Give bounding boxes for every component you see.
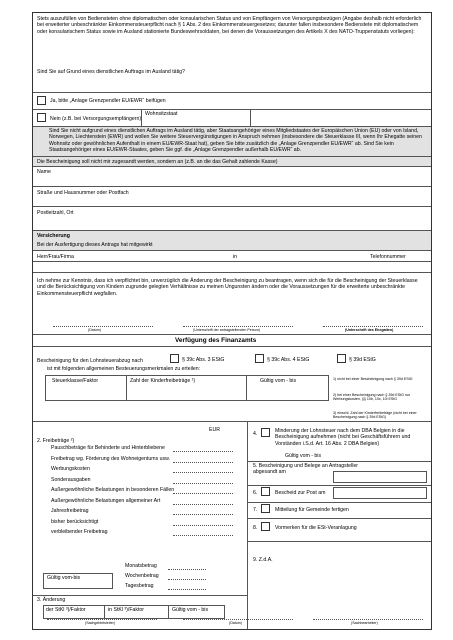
checkbox-bescheid[interactable] <box>261 487 270 496</box>
footnote-3: 3) einschl. Zahl der Kinderfreibeträge (nicht bei einer Bescheinigung nach § 39d EStG) <box>333 411 417 420</box>
declaration-section <box>33 273 431 335</box>
mitgewirkt-text: Bei der Ausfertigung dieses Antrags hat mitgewirkt <box>37 242 153 248</box>
helper-line[interactable] <box>33 261 431 262</box>
residence-section <box>33 13 431 93</box>
date-caption: (Datum) <box>88 328 101 332</box>
name-label: Name <box>37 169 51 175</box>
date-line[interactable] <box>53 326 153 327</box>
name-field[interactable] <box>33 167 431 187</box>
divider <box>247 421 248 629</box>
monthly-field[interactable] <box>168 569 206 570</box>
dba-belgien-text: Minderung der Lohnsteuer nach dem DBA Belgien in die Bescheinigung aufnehmen (nicht bei Geschäftsführern und Vorständen i.S.d. Art. 16 Abs. 2 DBA Belgien) <box>275 428 411 447</box>
item-5-date-field[interactable] <box>333 471 427 483</box>
question-ausland: Sind Sie auf Grund eines dienstlichen Auftrags im Ausland tätig? <box>37 69 185 75</box>
applicant-caption: (Unterschrift der antragstellenden Person) <box>193 328 260 332</box>
option-nein-label: Nein (z.B. bei Versorgungsempfängern) <box>50 116 142 122</box>
footnote-2: 2) bei einer Bescheinigung nach § 39d EStG nur Werbungskosten, §§ 10b, 10c, 10i EStG <box>333 393 411 402</box>
change-valid-label: Gültig vom - bis <box>172 607 209 613</box>
checkbox-ja[interactable] <box>37 96 46 105</box>
eur-label: EUR <box>209 427 220 433</box>
allowance-item-label: Werbungskosten <box>51 466 90 472</box>
allowance-item-field[interactable] <box>173 535 233 536</box>
divider <box>104 606 105 618</box>
checkbox-39d[interactable] <box>337 354 346 363</box>
weekly-field[interactable] <box>168 579 206 580</box>
item-9-text: 9. Z.d.A. <box>253 557 273 563</box>
divider <box>33 346 431 347</box>
divider <box>168 606 169 618</box>
item-5-text: 5. Bescheinigung und Belege an Antragsteller abgesandt am <box>253 463 358 476</box>
supervisor-caption: (Sachgebietsleiter) <box>85 621 115 625</box>
footer-date-caption: (Datum) <box>229 621 242 625</box>
allowance-item-label: verbleibender Freibetrag <box>51 529 108 535</box>
clerk-caption: (Sachbearbeiter) <box>351 621 378 625</box>
para-39c4-label: § 39c Abs. 4 EStG <box>267 357 310 363</box>
item-7-text: Mitteilung für Gemeinde fertigen <box>275 507 349 513</box>
tax-office-section <box>33 335 431 629</box>
divider <box>247 461 431 462</box>
col-valid: Gültig vom - bis <box>260 378 297 384</box>
divider <box>247 502 431 503</box>
allowance-item-label: bisher berücksichtigt <box>51 518 99 525</box>
monthly-label: Monatsbetrag <box>125 563 157 569</box>
spouse-sig-line[interactable] <box>323 326 423 327</box>
item-8-number: 8. <box>253 525 258 531</box>
change-title: 3. Änderung <box>37 597 66 603</box>
intro-text: Stets auszufüllen von Bediensteten ohne diplomatischen oder konsularischen Status und von Empfängern von Versorgungsbezügen (Angabe deshalb nicht erforderlich bei erweiterter unbeschränkter Einkommensteuerpflicht nach § 1 Abs. 2 des Einkommensteuergesetzes; darunter fallen insbesondere Bedienstete mit diplomatischem oder konsularischem Status sowie im Ausland stationierte Bundeswehrsoldaten, bei denen die Voraussetzungen des Artikels X des NATO-Truppenstatuts vorliegen): <box>37 16 422 35</box>
allowance-item-label: Außergewöhnliche Belastungen in besonderen Fällen <box>51 487 175 493</box>
checkbox-39c3[interactable] <box>170 354 179 363</box>
para-39d-label: § 39d EStG <box>349 357 376 363</box>
allowances-title: 2. Freibeträge ²) <box>37 438 75 444</box>
clerk-sig-line[interactable] <box>313 619 423 620</box>
street-label: Straße und Hausnummer oder Postfach <box>37 190 129 196</box>
form-page <box>32 12 432 630</box>
recipient-header <box>33 157 431 167</box>
versicherung-header <box>33 231 431 251</box>
item-6-date-field[interactable] <box>333 487 427 499</box>
divider <box>247 541 431 542</box>
option-ja-label: Ja, bitte „Anlage Grenzpendler EU/EWR“ beifügen <box>50 98 166 104</box>
allowance-item-label: Sonderausgaben <box>51 476 91 483</box>
divider <box>247 485 431 486</box>
declaration-text: Ich nehme zur Kenntnis, dass ich verpflichtet bin, unverzüglich die Änderung der Bescheinigung zu beantragen, wenn sich die für die Bescheinigung der Steuerklasse und die Berücksichtigung von Kindern zugrunde gelegten Verhältnisse zu meinen Ungunsten ändern oder die Voraussetzungen für die erweiterte unbeschränkte Einkommensteuerpflicht wegfallen. <box>37 278 418 297</box>
recipient-header-text: Die Bescheinigung soll nicht mir zugesandt werden, sondern an (z.B. an die das Gehalt zahlende Kasse) <box>37 159 278 165</box>
eu-info-text: Sind Sie nicht aufgrund eines dienstlichen Auftrags im Ausland tätig, aber Staatsangehöriger eines Mitgliedstaates der Europäischen Union (EU) oder von Island, Norwegen, Liechtenstein (EWR) und wollen Sie weitere Steuervergünstigungen in Anspruch nehmen (insbesondere die Steuerklasse III, wenn Ihr Ehegatte seinen Wohnsitz oder gewöhnlichen Aufenthalt in einem EU/EWR-Staat hat), geben Sie bitte zusätzlich die „Anlage Grenzpendler EU/EWR“ ab. Sind Sie kein Staatsangehöriger eines EU/EWR-Staates, geben Sie ggf. die „Anlage Grenzpendler außerhalb EU/EWR“ ab. <box>49 128 422 153</box>
in-label: in <box>233 254 238 260</box>
change-to-label: in StKl ³)/Faktor <box>108 607 145 613</box>
versicherung-title: Versicherung <box>37 233 70 239</box>
helper-section <box>33 251 431 273</box>
allowance-item-field[interactable] <box>173 493 233 494</box>
wohnsitzstaat-field[interactable] <box>141 109 251 127</box>
para-39c3-label: § 39c Abs. 3 EStG <box>182 357 225 363</box>
divider <box>246 376 247 400</box>
tax-class-table[interactable] <box>45 375 329 401</box>
city-label: Postleitzahl, Ort <box>37 210 74 216</box>
checkbox-nein[interactable] <box>37 113 46 122</box>
tax-office-title: Verfügung des Finanzamts <box>175 337 257 344</box>
allowance-item-field[interactable] <box>173 525 233 526</box>
daily-label: Tagesbetrag <box>125 583 154 589</box>
item-6-number: 6. <box>253 490 258 496</box>
allowance-item-field[interactable] <box>173 451 233 452</box>
herr-frau-label: Herr/Frau/Firma <box>37 254 74 260</box>
footer-date-line[interactable] <box>183 619 293 620</box>
spouse-caption: (Unterschrift des Ehegatten) <box>345 328 394 332</box>
dba-valid-label: Gültig vom - bis <box>285 453 322 459</box>
daily-field[interactable] <box>168 589 206 590</box>
valid-period-field[interactable] <box>43 573 113 589</box>
change-from-label: der StKl ³)/Faktor <box>46 607 86 613</box>
divider <box>247 518 431 519</box>
allowance-item-field[interactable] <box>173 514 233 515</box>
weekly-label: Wochenbetrag <box>125 573 159 579</box>
checkbox-gemeinde[interactable] <box>261 504 270 513</box>
supervisor-sig-line[interactable] <box>47 619 157 620</box>
change-table[interactable] <box>43 605 225 619</box>
wohnsitzstaat-label: Wohnsitzstaat <box>145 111 178 117</box>
allowance-item-label: Freibetrag wg. Förderung des Wohneigentums usw. <box>51 455 170 462</box>
telefon-label: Telefonnummer <box>370 254 406 260</box>
allowance-item-label: Außergewöhnliche Belastungen allgemeiner Art <box>51 497 161 504</box>
item-7-number: 7. <box>253 507 258 513</box>
divider <box>33 595 247 596</box>
yes-no-section <box>33 93 431 127</box>
divider <box>126 376 127 400</box>
checkbox-est-veranlagung[interactable] <box>261 522 270 531</box>
item-1b-text: ist mit folgenden allgemeinen Besteuerungsmerkmalen zu erteilen: <box>47 366 201 372</box>
street-field[interactable] <box>33 187 431 207</box>
allowance-item-field[interactable] <box>173 504 233 505</box>
allowance-item-field[interactable] <box>173 483 233 484</box>
allowance-item-field[interactable] <box>173 462 233 463</box>
allowance-item-field[interactable] <box>173 472 233 473</box>
checkbox-39c4[interactable] <box>255 354 264 363</box>
col-child-allowances: Zahl der Kinderfreibeträge ¹) <box>130 378 196 384</box>
item-8-text: Vormerken für die ESt-Veranlagung <box>275 525 357 531</box>
checkbox-dba-belgien[interactable] <box>261 428 270 437</box>
applicant-sig-line[interactable] <box>183 326 293 327</box>
item-1-text: Bescheinigung für den Lohnsteuerabzug nach <box>37 358 143 364</box>
item-4-number: 4. <box>253 431 258 437</box>
allowance-item-label: Pauschbeträge für Behinderte und Hinterbliebene <box>51 445 165 451</box>
footnote-1: 1) nicht bei einer Bescheinigung nach § 39d EStG <box>333 377 413 381</box>
allowance-item-label: Jahresfreibetrag <box>51 508 89 514</box>
valid-period-label: Gültig vom-bis <box>47 575 81 581</box>
col-tax-class: Steuerklasse/Faktor <box>52 378 99 384</box>
item-6-text: Bescheid zur Post am <box>275 490 326 496</box>
divider <box>33 421 431 422</box>
eu-info-section <box>33 127 431 157</box>
city-field[interactable] <box>33 207 431 231</box>
